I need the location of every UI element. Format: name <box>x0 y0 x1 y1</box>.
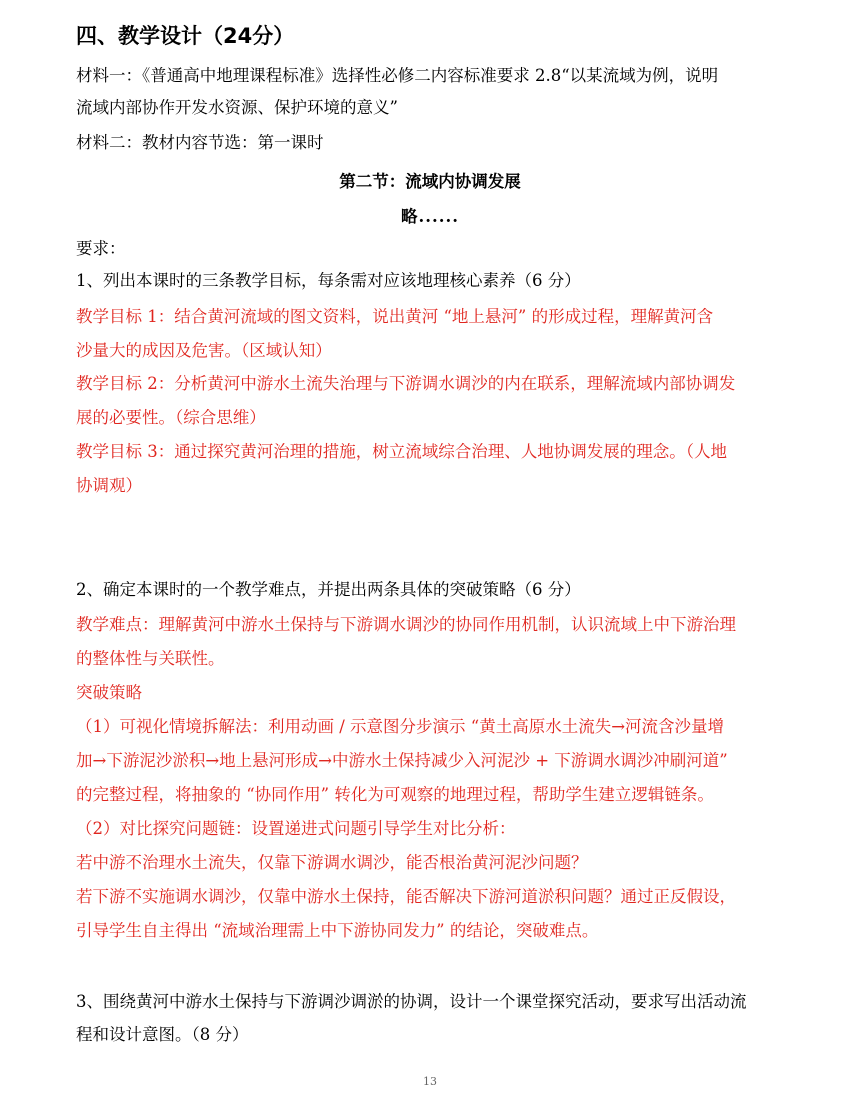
section-title: 四、教学设计（24分） <box>76 24 295 48</box>
difficulty-line2: 的整体性与关联性。 <box>76 649 225 668</box>
goal1-line1: 教学目标 1：结合黄河流域的图文资料，说出黄河 “地上悬河” 的形成过程，理解黄河含 <box>76 307 714 326</box>
goal3-line2: 协调观） <box>76 476 142 495</box>
strategy2-line2: 若中游不治理水土流失，仅靠下游调水调沙，能否根治黄河泥沙问题？ <box>76 853 588 872</box>
difficulty-line1: 教学难点：理解黄河中游水土保持与下游调水调沙的协同作用机制，认识流域上中下游治理 <box>76 615 736 634</box>
strategy2-line1: （2）对比探究问题链：设置递进式问题引导学生对比分析： <box>76 819 516 838</box>
strategy1-line3: 的完整过程，将抽象的 “协同作用” 转化为可观察的地理过程，帮助学生建立逻辑链条。 <box>76 785 714 804</box>
lesson-title: 第二节：流域内协调发展 <box>339 172 521 191</box>
q2-prompt: 2、确定本课时的一个教学难点，并提出两条具体的突破策略（6 分） <box>76 580 581 599</box>
requirements-label: 要求： <box>76 239 126 258</box>
material2: 材料二：教材内容节选：第一课时 <box>76 133 324 152</box>
strategy2-line4: 引导学生自主得出 “流域治理需上中下游协同发力” 的结论，突破难点。 <box>76 921 599 940</box>
strategy2-line3: 若下游不实施调水调沙，仅靠中游水土保持，能否解决下游河道淤积问题？通过正反假设， <box>76 887 736 906</box>
strategy1-line1: （1）可视化情境拆解法：利用动画 / 示意图分步演示 “黄土高原水土流失→河流含沙量增 <box>76 717 725 736</box>
q1-prompt: 1、列出本课时的三条教学目标，每条需对应该地理核心素养（6 分） <box>76 271 581 290</box>
material1-line2: 流域内部协作开发水资源、保护环境的意义” <box>76 98 398 117</box>
omitted-text: 略...... <box>401 207 459 226</box>
goal2-line2: 展的必要性。（综合思维） <box>76 408 266 427</box>
q3-prompt-line1: 3、围绕黄河中游水土保持与下游调沙调淤的协调，设计一个课堂探究活动，要求写出活动流 <box>76 992 747 1011</box>
goal1-line2: 沙量大的成因及危害。（区域认知） <box>76 341 332 360</box>
q3-prompt-line2: 程和设计意图。（8 分） <box>76 1025 249 1044</box>
goal3-line1: 教学目标 3：通过探究黄河治理的措施，树立流域综合治理、人地协调发展的理念。（人地 <box>76 442 727 461</box>
goal2-line1: 教学目标 2：分析黄河中游水土流失治理与下游调水调沙的内在联系，理解流域内部协调发 <box>76 374 736 393</box>
page-number: 13 <box>423 1075 437 1088</box>
material1-line1: 材料一：《普通高中地理课程标准》选择性必修二内容标准要求 2.8“以某流域为例，说明 <box>76 66 719 85</box>
strategy-label: 突破策略 <box>76 683 142 702</box>
strategy1-line2: 加→下游泥沙淤积→地上悬河形成→中游水土保持减少入河泥沙 + 下游调水调沙冲刷河道” <box>76 751 728 770</box>
